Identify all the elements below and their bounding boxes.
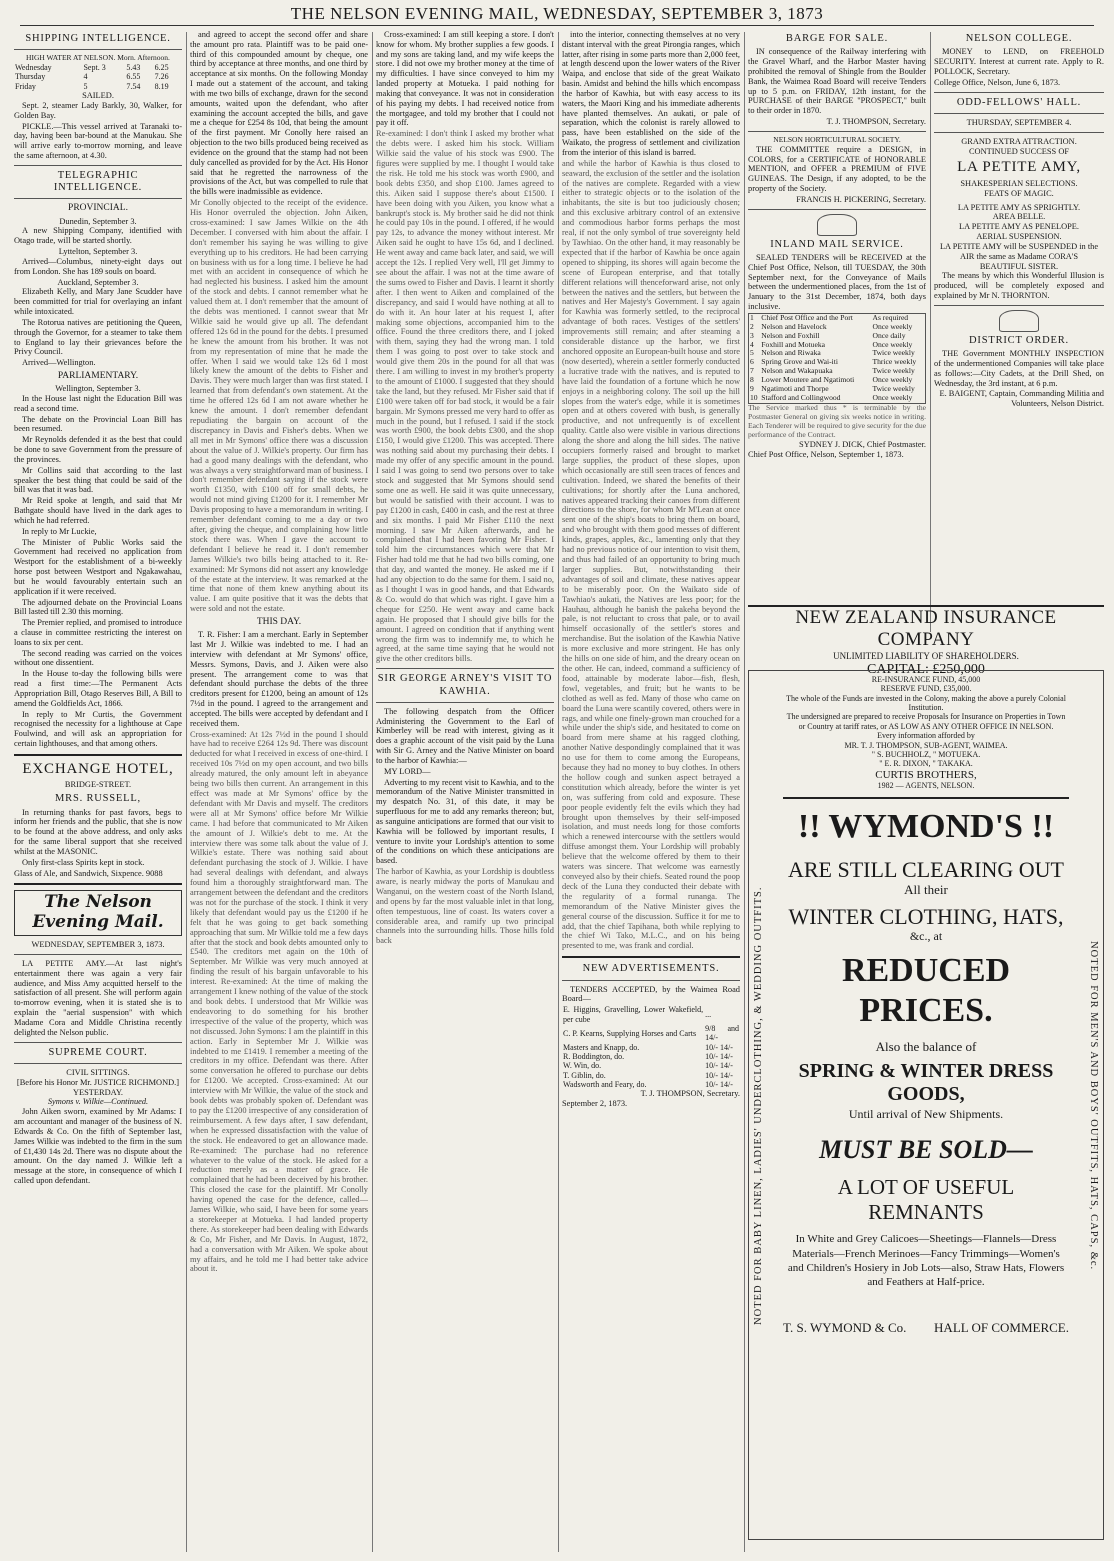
event-shakes: SHAKESPERIAN SELECTIONS. xyxy=(960,178,1078,188)
filler-text: Mr Conolly objected to the receipt of the evidence. His Honor overruled the objection. John Aiken, cross-examined: I saw James Wilkie on the 4th December. I conversed with him about the affair. I don't remember his saying he was willing to give everything up to his creditors. He had been carrying on business with us for a long time. I believe he had met with an accident in consequence of which he had neglected his business. I asked him the amount of the stock and debts. I cannot remember what he valued them at. I don't remember that the amount of the debts was mentioned. I cannot swear that Mr Wilkie said he would give up all. The defendant offered 12s 6d in the pound for the debts. I presumed he knew the amount from his brother. It was not from my representation of mine that he made the offer. When I said we would take 12s 6d I most likely knew the amount of the debts to Fisher and Davis. They were much larger than was first stated. I learned that from defendant's own statement. At the time he offered 12s 6d I am not aware whether he knew the amount. I don't remember defendant repudiating the bargain on account of the discrepancy in Davis and Fisher's debts. When we all met in Mr Symons' office there was a discussion about the value of J. Wilkie's property. Our firm has had a good many dealings with the defendant, who was always a very straightforward man of business. I don't remember defendant saying if the stock were worth £1350, with £100 off for small debts, he would not mind giving £1200 for it. I remember Mr Davis proposing to have a memorandum in writing. I remember defendant coming to me a day or two after, giving the cheque, and complaining how little stock there was. When I gave the account to defendant I believe he read it. I don't remember James Wilkie's two bills being attached to it. Re-examined: Mr Symons did not assert any knowledge of the estate at the interview. It was remarked at the time that none of them knew anything about its value. I am quite positive that it was the debts that were sold and not the estate. xyxy=(190,198,368,614)
insurance-liability: UNLIMITED LIABILITY OF SHAREHOLDERS. xyxy=(833,651,1019,662)
tide-header: HIGH WATER AT NELSON. Morn. Afternoon. xyxy=(26,53,170,63)
table-row: W. Win, do. 10/- 14/- xyxy=(563,1061,733,1071)
table-row: 9 Ngatimoti and Thorpe Twice weekly xyxy=(750,383,915,393)
court-day: YESTERDAY. xyxy=(72,1087,124,1097)
insurance-capital: CAPITAL: £250,000 xyxy=(867,661,985,677)
court-judge: [Before his Honor Mr. JUSTICE RICHMOND.] xyxy=(16,1077,180,1087)
wymond-footer xyxy=(783,1320,1069,1335)
exchange-ad-line xyxy=(14,869,182,879)
college-text: MONEY to LEND, on FREEHOLD SECURITY. Interest at current rate. Apply to R. POLLOCK, Secretary. xyxy=(934,47,1104,76)
barge-text: IN consequence of the Railway interfering with the Gravel Wharf, and the Harbor Master having prohibited the removal of Shingle from the Boulder Bank, the Waimea Road Board will receive Tenders up to 5 p.m. on FRIDAY, 12th instant, for the PURCHASE of their BARGE "PROSPECT," built to their order in 1870. xyxy=(748,47,926,116)
news-paragraph: Arrived—Columbus, ninety-eight days out from London. She has 189 souls on board. xyxy=(14,256,182,276)
wymond-winter: WINTER CLOTHING, HATS, xyxy=(788,903,1064,929)
wymond-side-right: NOTED FOR MEN'S AND BOYS' OUTFITS, HATS, CAPS, &c. xyxy=(1088,941,1099,1271)
event-magic: FEATS OF MAGIC. xyxy=(984,188,1054,198)
table-row: R. Boddington, do. 10/- 14/- xyxy=(563,1052,733,1061)
table-row: Masters and Knapp, do. 10/- 14/- xyxy=(563,1042,733,1052)
table-row: 8 Lower Moutere and Ngatimoti Once weekly xyxy=(750,375,913,385)
insurance-reinsurance: RE-INSURANCE FUND, 45,000 xyxy=(871,675,981,684)
news-paragraph: Mr Reynolds defended it as the best that could be done to save Government from the pressure of the provinces. xyxy=(14,435,182,464)
event-continued: CONTINUED SUCCESS OF xyxy=(968,146,1070,156)
court-this-day: T. R. Fisher: I am a merchant. Early in September last Mr J. Wilkie was indebted to me. I had an interview with defendant at Mr Symons' office, Messrs. Symons, Davis, and J. Aiken were also present. The arrangement come to was that defendant should purchase the debts of the three creditors present for £1200, being an amount of 12s 7½d in the pound. I agreed to the arrangement and accepted. The bills were accepted by defendant and I received them. xyxy=(190,630,368,728)
news-paragraph: Elizabeth Kelly, and Mary Jane Scudder have been committed for trial for overlaying an infant while intoxicated. xyxy=(14,287,182,317)
event-item: AERIAL SUSPENSION. xyxy=(976,232,1062,242)
exchange-ad: Glass of Ale, and Sandwich, Sixpence. xyxy=(14,868,144,878)
telegraphic-heading: TELEGRAPHIC INTELLIGENCE. xyxy=(53,169,143,194)
news-paragraph: The Minister of Public Works said the Government had received no application from Westport for the establishment of a bi-weekly horse post between Westport and Ngakawahau, but he would favourably entertain such an application if it were received. xyxy=(14,537,182,596)
barge-signature: T. J. THOMPSON, Secretary. xyxy=(826,117,926,127)
insurance-reserve: RESERVE FUND, £35,000. xyxy=(880,684,972,694)
event-item: BEAUTIFUL SISTER. xyxy=(979,261,1059,271)
table-row: Wednesday Sept. 3 5.43 6.25 xyxy=(15,63,169,73)
dateline: Dunedin, September 3. xyxy=(59,216,137,226)
paper-title: The Nelson Evening Mail. xyxy=(14,890,182,936)
table-row: 10 Stafford and Collingwood Once weekly xyxy=(750,392,913,402)
wymond-detail: In White and Grey Calicoes—Sheetings—Flannels—Dress Materials—French Merinoes—Fancy Trimmings—Women's and Children's Hosiery in Job Lots—also, Straw Hats, Flowers and Feathers at Half-price. xyxy=(787,1233,1065,1289)
shipping-heading: SHIPPING INTELLIGENCE. xyxy=(25,33,171,44)
insurance-prepared: The undersigned are prepared to receive Proposals for Insurance on Properties in Town or Country at tariff rates, or AS LOW AS ANY OTHER OFFICE IN NELSON. xyxy=(786,712,1066,731)
mail-signature: SYDNEY J. DICK, Chief Postmaster. xyxy=(799,440,926,450)
filler-text: The harbor of Kawhia, as your Lordship is doubtless aware, is nearly midway the ports of Manukau and Wanganui, on the western coast of the North Island, and opens by far the most valuable inlet in that long, often tempestuous, line of coast. Its waters cover a considerable area, and ramify up two principal channels into the surrounding hills. Those hills fold back xyxy=(376,867,554,946)
column-5 xyxy=(748,30,926,630)
ad-number: 9088 xyxy=(145,868,163,878)
district-signature: E. BAIGENT, Captain, Commanding Militia and Volunteers, Nelson District. xyxy=(939,389,1104,409)
dateline: Wellington, September 3. xyxy=(55,384,141,394)
provincial-heading: PROVINCIAL. xyxy=(68,203,128,214)
filler-text: Cross-examined: At 12s 7½d in the pound I should have had to receive £264 12s 9d. There was discount deducted for what I received in excess of one-third. I received 10s 7½d on my open account, and two bills already matured, the only amount left in abeyance being two bills then current. An arrangement in this effect was made at Mr Symons' office by the defendant with Mr Davis and myself. The creditors were all at Mr Symons' office before Mr Wilkie came. I had before that communicated to Mr Aiken the amount of J. Wilkie's debt to me. At the interview there was some talk about the value of J. Wilkie's estate. There was nothing said about defendant purchasing the stock of J. Wilkie. I have had several dealings with defendant, and always found him a thoroughly straightforward man. The arrangement between the defendant and the creditors was not for the purchase of the stock. I think it very likely that defendant would pay us the £1200 if he felt that he was going to get back something approaching that sum. Mr Wilkie told me a few days after that the stock and book debts amounted only to £540. The creditors met again on the 10th of September. Mr Wilkie was very much annoyed at finding the result of his bargain unfavorable to his interest. Re-examined: At the time of making the arrangement I knew nothing of the value of the stock and book debts. I understood that Mr Wilkie was endeavoring to do something for his brother irrespective of the value of the property, which was not discussed. John Symons: I am the plaintiff in this action. Early in September Mr J. Wilkie was indebted to me £1419. I remember a meeting of the creditors in my office. Defendant was there. After some conversation he offered to purchase our debts for £1200. We accepted. Cross-examined: At our interview with Mr Wilkie, the value of the stock and book debts was probably spoken of. Defendant was to pay the £1200 irrespective of any consideration of reimbursement. A few days after, I saw defendant, when he expressed dissatisfaction with the value of the stock. He endeavored to get an allowance made. Re-examined: The purchase had no reference whatever to the value of the stock. He asked for a reduction merely as a matter of grace. He complained that he had been deceived by his brother. This closed the case for the plaintiff. Mr Conolly having opened the case for the defence, called— James Wilkie, who said, I have been for some years a storekeeper at Motueka. I had landed property there. As storekeeper had been dealing with Edwards & Co, Mr Fisher, and Mr Davis. In August, 1872, had a conversation with Mr Aiken. We spoke about my affairs, and he told me I had better take advice about it. xyxy=(190,729,368,1274)
college-heading: NELSON COLLEGE. xyxy=(965,33,1073,44)
tenders-date: September 2, 1873. xyxy=(562,1099,628,1109)
table-row: 6 Spring Grove and Wai-iti Thrice weekly xyxy=(750,357,917,367)
illusion-text: The means by which this Wonderful Illusion is produced, will be completely exposed and explained by Mr N. THORNTON. xyxy=(934,271,1104,301)
insurance-agent-row: " E. R. DIXON, " TAKAKA. xyxy=(879,759,973,769)
exchange-extra: Only first-class Spirits kept in stock. xyxy=(22,857,145,867)
horticultural-text: THE COMMITTEE require a DESIGN, in COLORS, for a CERTIFICATE of HONORABLE MENTION, and OFFER a PREMIUM of FIVE GUINEAS. The Design, if any adopted, to be the property of the Society. xyxy=(748,144,926,193)
insurance-every: Every information afforded by xyxy=(877,731,975,741)
column-4 xyxy=(562,30,740,1555)
kawhia-continued: into the interior, connecting themselves at no very distant interval with the great Pirongia ranges, which latter, after rising in some parts more than 2,000 feet, at length descend upon the lower waters of the River Waipa, and enclose that side of the great Waikato basin. Amidst and behind the hills which encompass the harbor of Kawhia, but with easy access to its waters, the Maori King and his immediate adherents have planted themselves. An aukati, or pale of separation, which the colonist is rarely allowed to pass, have been established on the side of the Waikato, the progress of settlement and civilization from the interior of this island is barred. xyxy=(562,30,740,157)
news-paragraph: Mr Reid spoke at length, and said that Mr Bathgate should have lived in the dark ages to which he had referred. xyxy=(14,496,182,525)
news-paragraph: In the House last night the Education Bill was read a second time. xyxy=(14,393,182,413)
table-row: 5 Nelson and Riwaka Twice weekly xyxy=(750,348,915,358)
horticultural-signature: FRANCIS H. PICKERING, Secretary. xyxy=(796,194,926,204)
tenders-signature: T. J. THOMPSON, Secretary. xyxy=(640,1089,740,1099)
filler-text: Re-examined: I don't think I asked my brother what the debts were. I asked him his stock. William Wilkie said the value of his stock was £900. The figures were supplied by me. I thought I would take the risk. He told me his stock was worth £900, and book debts £350, and shop £100. James agreed to this. Aiken said I suppose there's about £1500. I have been doing with you Aiken, you know what a bankrupt's stock is. My brother said he did not think he could pay 10s in the pound. I offered, if he would pay 12s, to advance the money without interest. Mr Aiken said he ought to have 15s 6d, and I declined. He went away and came back later, and said, we will accept the 12s. I replied Very well, I'll get Jimmy to see about the affair. I was not at the time aware of the sums owed to Fisher and Davis. I learnt it shortly after. I then went to Aiken and complained of the discrepancy, and said I would have nothing at all to do with it. An hour later at his request I, after making some objections, accompanied him to the office. Found the three creditors there, and I joked with them, saying they had the wrong man. I told them I was going to post over to take stock and would give them 20s in the pound for all that was there. I am willing to invest in my brother's property to the amount of £1000. I suggested that they should take the land, but they refused. Mr Fisher said that if £100 were taken off for bad stock, it would be a fair bargain. Mr Symons pressed me very hard to offer as much in the pound, but I refused. I said if the stock was worth £900, the book debts £300, and the shop £150, I would give £1200. This was accepted. There was nothing said about my purchasing their debts. I made my offer of any specific amount in the pound. I said I was going to send two persons over to take stock and suggested that Mr Symons should send some one as well. He said it was quite unnecessary, but would be satisfied with their account. I was to pay £1200 in cash, £400 in cash, and the rest at three and six months. I paid Mr Fisher £110 the next morning. I saw Mr Aiken afterwards, and he complained that I had been favoring Mr Fisher. I told him the circumstances which were that Mr Fisher had told me that he had two bills coming, one that day, and wanted the money. He asked me if I had any objection to do the same for them. I said no, as I thought I was in good hands, and that Edwards & Co. would do that which was right. I gave him a cheque for £250. He went away and came back again. He proposed that I should give bills for the amount. I agreed on condition that if anything went wrong the firm was to indemnify me, to which he agreed, at the same time saying that he would not give the other creditors bills. xyxy=(376,129,554,664)
news-paragraph: In reply to Mr Curtis, the Government recognised the necessity for a lighthouse at Cape Foulwind, and will ask an appropriation for certain lighthouses, and that among others. xyxy=(14,709,182,749)
table-row: C. P. Kearns, Supplying Horses and Carts 9/8 and 14/- xyxy=(563,1023,739,1043)
coat-of-arms-icon xyxy=(817,214,857,236)
event-item: LA PETITE AMY AS PENELOPE. xyxy=(959,222,1079,232)
pickle-text: PICKLE.—This vessel arrived at Taranaki to-day, having been bar-bound at the Manukau. She will arrive early to-morrow morning, and leave the same afternoon, at 4.30. xyxy=(14,121,182,161)
wymond-must: MUST BE SOLD— xyxy=(819,1134,1033,1164)
insurance-title: NEW ZEALAND INSURANCE COMPANY xyxy=(748,605,1104,651)
wymond-side-left: NOTED FOR BABY LINEN, LADIES' UNDERCLOTHING, & WEDDING OUTFITS. xyxy=(753,886,764,1326)
court-continued: and agreed to accept the second offer and share the amount pro rata. Plaintiff was to be paid one-third of this compounded amount by cheque, one third by acceptance at three months, and one third by acceptance at six months. On the following Monday I made out a statement of the account, and taking with me two bills of exchange, drawn for the second amounts, waited upon the defendant, who after examining the account accepted the bills, and gave me a cheque for £254 8s 10d, that being the amount of the first payment. Mr Conolly here raised an objection to the two bills produced being received as evidence on the ground that the stamp had not been duly cancelled as provided for by the Act. His Honor said that he regretted the narrowness of the provisions of the Act, but was compelled to rule that the bills were inadmissible as evidence. xyxy=(190,30,368,197)
this-day-heading: THIS DAY. xyxy=(256,617,302,628)
tenders-heading: TENDERS ACCEPTED, by the Waimea Road Board— xyxy=(562,984,740,1004)
wymond-title: !! WYMOND'S !! xyxy=(797,807,1055,845)
sailed-text: Sept. 2, steamer Lady Barkly, 30, Walker, for Golden Bay. xyxy=(14,100,182,120)
arney-text: The following despatch from the Officer Administering the Government to the Earl of Kimberley will be read with interest, giving as it does a graphic account of the visit paid by the Luna with Sir G. Arney and the Native Minister on board to the harbor of Kawhia:— xyxy=(376,706,554,765)
wymond-dress: SPRING & WINTER DRESS GOODS, xyxy=(798,1060,1054,1106)
wymond-all: All their xyxy=(904,882,948,898)
table-row: T. Giblin, do. 10/- 14/- xyxy=(563,1070,733,1080)
tide-table xyxy=(14,63,182,91)
mail-text: SEALED TENDERS will be RECEIVED at the Chief Post Office, Nelson, till TUESDAY, the 30th September next, for the Conveyance of Mails between the undermentioned places, from the 1st of January to the 31st December, 1874, both days inclusive. xyxy=(748,252,926,312)
wymond-until: Until arrival of New Shipments. xyxy=(848,1106,1004,1121)
arney-salutation: MY LORD— xyxy=(384,766,431,776)
paper-date: WEDNESDAY, SEPTEMBER 3, 1873. xyxy=(31,940,165,950)
mail-heading: INLAND MAIL SERVICE. xyxy=(770,238,904,250)
table-row: Wadsworth and Feary, do. 10/- 14/- xyxy=(563,1080,733,1090)
mail-date: Chief Post Office, Nelson, September 1, 1873. xyxy=(748,450,904,460)
court-case: Symons v. Wilkie—Continued. xyxy=(47,1097,149,1107)
news-paragraph: The debate on the Provincial Loan Bill has been resumed. xyxy=(14,414,182,434)
court-text: John Aiken sworn, examined by Mr Adams: I am accountant and manager of the business of N. Edwards & Co. On the fifth of September last, James Wilkie was indebted to the firm in the sum of £1,430 14s 2d. There was no dispute about the amount. On the day named J. Wilkie left a message at the store, in consequence of which I called upon defendant. xyxy=(14,1107,182,1185)
court-sub: CIVIL SITTINGS. xyxy=(66,1067,130,1077)
insurance-agent-row: MR. T. J. THOMPSON, SUB-AGENT, WAIMEA. xyxy=(844,740,1008,750)
table-row: 4 Foxhill and Motueka Once weekly xyxy=(750,339,913,349)
wymonds-ad xyxy=(748,670,1104,1540)
column-2 xyxy=(190,30,368,1555)
news-paragraph: Arrived—Wellington. xyxy=(22,358,96,368)
horticultural-heading: NELSON HORTICULTURAL SOCIETY. xyxy=(773,134,901,144)
news-paragraph: In the House to-day the following bills were read a first time:—The Permanent Acts Appropriation Bill, Otago Reserves Bill, A Bill to amend the Goldfields Act, 1866. xyxy=(14,669,182,708)
event-item: LA PETITE AMY will be SUSPENDED in the AIR the same as Madame CORA'S xyxy=(939,241,1099,261)
news-paragraph: A new Shipping Company, identified with Otago trade, will be started shortly. xyxy=(14,226,182,246)
table-row: E. Higgins, Gravelling, Lower Wakefield, per cube ... xyxy=(563,1005,712,1024)
wymond-center xyxy=(783,671,1069,1539)
insurance-curtis: CURTIS BROTHERS, xyxy=(875,768,977,781)
wymond-remnants: A LOT OF USEFUL REMNANTS xyxy=(837,1175,1015,1224)
table-row: Thursday 4 6.55 7.26 xyxy=(15,72,169,82)
wymond-firm: T. S. WYMOND & Co. xyxy=(783,1319,907,1335)
insurance-curtis-role-row: 1982 — AGENTS, NELSON. xyxy=(877,781,975,791)
event-petite: LA PETITE AMY, xyxy=(957,159,1081,176)
table-row: Friday 5 7.54 8.19 xyxy=(15,81,169,91)
column-6 xyxy=(934,30,1104,630)
masthead: THE NELSON EVENING MAIL, WEDNESDAY, SEPTEMBER 3, 1873 xyxy=(20,4,1094,26)
news-paragraph: In reply to Mr Luckie, xyxy=(22,526,97,536)
filler-text: and while the harbor of Kawhia is thus closed to seaward, the exclusion of the settler and the isolation of the natives are complete. Regarded with a view either to strategic objects or to the isolation of the inhabitants, the site is but too judiciously chosen; and this exclusive arbitrary control of an extensive and commodious harbor forms perhaps the most real, if not the only symbol of true sovereignty held by Tawhiao. On the other hand, it may reasonably be expected that if the harbor of Kawhia be once again opened to shipping, its shores will again become the scene of European enterprise, and that totally different relations will thenceforward arise, not only between the natives and the settlers, but between the natives and Her Majesty's Government. I say again for Kawhia was formerly settled, to the reciprocal advantage of both races. Vestiges of the settlers' improvements still remain; and after steaming a considerable distance up the harbor, we first anchored opposite an European-built house and store (now deserted), wherein a settler formerly conducted a lucrative trade with the natives, and is reputed to have laid the foundation of a fortune which he now enjoys in a neighboring colony. The soil up the hill slopes from the water's edge, while it is sometimes open and at others covered with bush, is generally productive, and not unfrequently is of excellent quality. Cattle also were visible in various directions along the shore and along the hill sides. The native occupiers formerly raised and brought to market large supplies, the product of these slopes, upon which occasionally are still seen traces of fences and cultivation. Indeed, we shared the benefits of their cultivations; for shortly after the Luna anchored, natives appeared tracking their canoes from different directions to the shore, for whom Mr M'Lean at once sent one of the ship's boats to bring them on board, and who brought with them good messes of different kinds, grapes, apples, &c., lamenting only that they had no previous notice of our intention to visit them, and thus had failed of an opportunity to bring much larger supplies. But, notwithstanding their advantages of soil and climate, these natives appear to be miserably poor. On the Waikato side of Tawhiao's aukati, the Natives are less poor; for the Hauhau, although he banish the pakeha beyond the pale, is not reluctant to cross that pale, or to avail himself occasionally of the settler's stores and merchandise. But the isolation of the Kawhia Native is more exclusive and more stringent. He has only the hills on one side of him, and the dreary ocean on the other. He can, indeed, command a sufficiency of food, attainable by moderate labor—fish, flesh, fowl, vegetables, and fruit; but he wants to be clothed as well as fed. Many of those who came on board the Luna were scantily covered, others were in rags, and while one finely-grown man crouched for a while under the ship's side, and hesitated to come on board from mere shame at his ragged clothing, another Native despondingly complained that it was no use for them to come among the Europeans, because they had no money to buy clothes. In others the hollow cough and sunken aspect betrayed a constitution which already, before the winter is yet on, was suffering from cold and exposure. These poor people evidently felt the evils which they had brought upon themselves by their self-imposed isolation, and must needs long for those comforts which a renewed intercourse with the settlers would diffuse amongst them. Your Lordship will probably believe that the welcome offered by them to their waters was sincere. That welcome was earnestly conveyed also by their chiefs. Seated round the poop deck of the Luna they conducted their debate with the regularity of a formal runanga. The memorandum of the Native Minister gives the general course of the discussion. Suffice it for me to add, that the chief Tapihana, both while replying to the chief Wi Tako, M.L.C., and on his being presented to me, was frank and cordial. xyxy=(562,158,740,951)
insurance-funds: The whole of the Funds are invested in the Colony, making the above a purely Colonial Institution. xyxy=(786,693,1066,713)
barge-heading: BARGE FOR SALE. xyxy=(785,33,889,44)
oddfellows-heading: ODD-FELLOWS' HALL. xyxy=(956,96,1082,108)
table-row: 7 Nelson and Wakapuaka Twice weekly xyxy=(750,366,915,376)
lead-article: LA PETITE AMY.—At last night's entertainment there was again a very fair audience, and Miss Amy acquitted herself to the satisfaction of all present. She will perform again to-morrow evening, when it is stated she is to explain the "aerial suspension" with which Madame Cora and Middle Christina recently delighted the Nelson public. xyxy=(14,958,182,1037)
arney-text-2: Adverting to my recent visit to Kawhia, and to the memorandum of the Native Minister transmitted in my despatch No. 31, of this date, it may be superfluous for me to add any remarks thereon; but, as sanguine anticipations are formed that our visit to Kawhia will be followed by important results, I venture to invite your Lordship's attention to some of the conditions on which these anticipations are based. xyxy=(376,777,554,866)
news-paragraph: Mr Collins said that according to the last speaker the best thing that could be said of the bill was that it was bad. xyxy=(14,465,182,495)
new-ads-heading: NEW ADVERTISEMENTS. xyxy=(582,963,720,975)
exchange-owner: MRS. RUSSELL, xyxy=(55,793,141,805)
district-text: THE Government MONTHLY INSPECTION of the undermentioned Companies will take place as follows:—City Cadets, at the Drill Shed, on Wednesday, the 3rd instant, at 6 p.m. xyxy=(934,349,1104,388)
parliamentary-heading: PARLIAMENTARY. xyxy=(57,371,139,382)
insurance-ad xyxy=(748,605,1104,677)
news-paragraph: The Rotorua natives are petitioning the Queen, through the Governor, for a steamer to take them to England to lay their grievances before the Privy Council. xyxy=(14,317,182,357)
exchange-street: BRIDGE-STREET. xyxy=(64,780,132,790)
table-row: 3 Nelson and Foxhill Once daily xyxy=(750,330,906,340)
college-date: College Office, Nelson, June 6, 1873. xyxy=(934,77,1061,87)
dateline: Auckland, September 3. xyxy=(57,277,139,287)
wymond-clearing: ARE STILL CLEARING OUT xyxy=(788,856,1064,882)
sailed-heading: SAILED. xyxy=(82,91,114,101)
news-paragraph: The second reading was carried on the voices without one dissentient. xyxy=(14,648,182,668)
event-item: LA PETITE AMY AS SPRIGHTLY. xyxy=(957,202,1081,212)
news-paragraph: The Premier replied, and promised to introduce a clause in committee restricting the interest on loans to six per cent. xyxy=(14,618,182,647)
wymond-hall: HALL OF COMMERCE. xyxy=(934,1319,1069,1335)
column-1 xyxy=(14,30,182,1555)
court-heading: SUPREME COURT. xyxy=(48,1046,148,1058)
wymond-etc: &c., at xyxy=(909,929,943,944)
insurance-agent-row: " S. BUCHHOLZ, " MOTUEKA. xyxy=(871,749,981,759)
arney-heading: SIR GEORGE ARNEY'S VISIT TO KAWHIA. xyxy=(377,673,553,697)
table-row: 2 Nelson and Havelock Once weekly xyxy=(750,321,913,331)
court-cross-examined: Cross-examined: I am still keeping a store. I don't know for whom. My brother supplies a few goods. I and my sons are taking land, and my wife keeps the store. I did not owe my brother money at the time of my difficulties. I have since conveyed to him my landed property at Motueka. I paid nothing for making that conveyance. It was not in consideration of his paying my debts. I had received notice from the mortgagee, and told my brother that I could not pay it off. xyxy=(376,30,554,128)
mail-table xyxy=(748,313,926,404)
district-heading: DISTRICT ORDER. xyxy=(969,334,1069,346)
event-grand: GRAND EXTRA ATTRACTION. xyxy=(961,136,1077,146)
event-item: AREA BELLE. xyxy=(992,212,1046,222)
event-date: THURSDAY, SEPTEMBER 4. xyxy=(966,117,1072,127)
wymond-balance: Also the balance of xyxy=(875,1038,977,1054)
dateline: Lyttelton, September 3. xyxy=(58,247,138,257)
tenders-table xyxy=(562,1005,740,1089)
wymond-reduced: REDUCED PRICES. xyxy=(841,952,1011,1030)
column-3 xyxy=(376,30,554,1555)
news-paragraph: The adjourned debate on the Provincial Loans Bill lasted till 2.30 this morning. xyxy=(14,597,182,617)
table-row: 1 Chief Post Office and the Port As required xyxy=(750,312,909,322)
exchange-text: In returning thanks for past favors, begs to inform her friends and the public, that she is now to be found at the above address, and only asks for the same liberal support that she received whilst at the MASONIC. xyxy=(14,807,182,856)
filler-text: The Service marked thus * is terminable by the Postmaster General on giving six weeks notice in writing. Each Tenderer will be required to give security for the due performance of the Contract. xyxy=(748,402,926,439)
exchange-hotel-title: EXCHANGE HOTEL, xyxy=(22,760,174,777)
coat-of-arms-icon xyxy=(999,310,1039,332)
